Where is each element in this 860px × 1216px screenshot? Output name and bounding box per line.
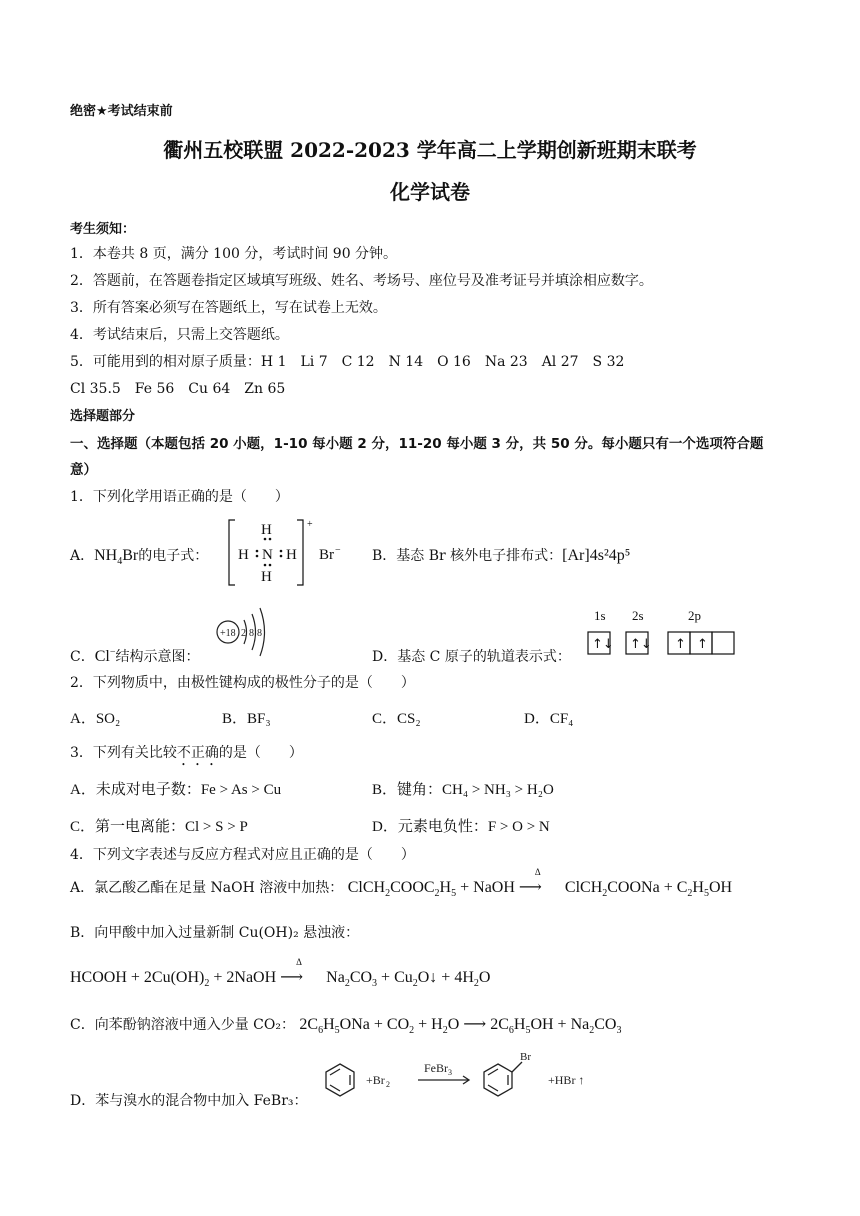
section-heading-cont: 意） bbox=[70, 462, 97, 478]
svg-text:2: 2 bbox=[241, 628, 246, 639]
svg-text:H: H bbox=[261, 569, 272, 585]
orbital-label-2s: 2s bbox=[632, 608, 644, 623]
svg-text:Br: Br bbox=[319, 547, 334, 563]
notice-heading: 考生须知： bbox=[70, 222, 136, 237]
nh4br-electron-formula bbox=[225, 515, 355, 590]
notice-item: 3．所有答案必须写在答题纸上，写在试卷上无效。 bbox=[70, 300, 387, 316]
q1-d-text: D．基态 C 原子的轨道表示式： bbox=[372, 649, 571, 665]
q1-a-label: 的电子式： bbox=[138, 548, 209, 564]
svg-text:3: 3 bbox=[448, 1068, 452, 1077]
q1-c-label: 结构示意图： bbox=[115, 649, 200, 665]
q3-option-a: A．未成对电子数：Fe > As > Cu bbox=[70, 782, 282, 798]
svg-text:+HBr ↑: +HBr ↑ bbox=[548, 1073, 585, 1087]
q3-option-b: B．键角：CH₄ > NH₃ > H₂O bbox=[372, 782, 554, 798]
svg-text:+Br: +Br bbox=[366, 1073, 385, 1087]
q1-option-d bbox=[372, 646, 571, 666]
svg-text:+: + bbox=[307, 519, 313, 530]
section-part: 选择题部分 bbox=[70, 409, 136, 424]
svg-text:2: 2 bbox=[386, 1080, 390, 1089]
q4-d-reaction-scheme bbox=[318, 1050, 608, 1110]
q1-stem: 1．下列化学用语正确的是（ ） bbox=[70, 489, 289, 505]
svg-text:↑↓: ↑↓ bbox=[592, 637, 614, 652]
subject-title: 化学试卷 bbox=[390, 180, 470, 204]
q4-stem: 4．下列文字表述与反应方程式对应且正确的是（ ） bbox=[70, 847, 415, 863]
nh4br-formula: $NH_4Br$ bbox=[94, 547, 139, 568]
svg-text:8: 8 bbox=[257, 628, 262, 639]
q4-option-b: B．向甲酸中加入过量新制 Cu(OH)₂ 悬浊液： bbox=[70, 925, 360, 941]
orbital-boxes bbox=[584, 626, 740, 658]
notice-item: 5．可能用到的相对原子质量：H 1 Li 7 C 12 N 14 O 16 Na 23 Al 27 S 32 bbox=[70, 354, 625, 370]
page-title: 衢州五校联盟 2022-2023 学年高二上学期创新班期末联考 bbox=[163, 138, 697, 162]
q4-c-equation: $2C_6H_5ONa + CO_2 + H_2O$ ⟶ $2C_6H_5OH + Na_2CO_3$ bbox=[299, 1016, 622, 1037]
q3-stem bbox=[70, 742, 303, 769]
orbital-label-2p: 2p bbox=[688, 608, 701, 623]
svg-text:H: H bbox=[238, 547, 249, 563]
q3-emphasis: 不正确 bbox=[176, 745, 219, 761]
q1-option-b bbox=[372, 545, 630, 565]
q4-b-equation: HCOOH + $2Cu(OH)_2$ + 2NaOH Δ ⟶ $Na_2CO_3$ + $Cu_2O↓ + 4H_2O$ bbox=[70, 957, 491, 990]
q4-option-d: D．苯与溴水的混合物中加入 FeBr₃： bbox=[70, 1093, 308, 1109]
notice-item: 1．本卷共 8 页，满分 100 分，考试时间 90 分钟。 bbox=[70, 246, 398, 262]
cl-ion-formula: Cl− bbox=[94, 646, 116, 665]
q2-option-a: A．SO₂ bbox=[70, 711, 121, 727]
br-configuration: [Ar]4s²4p⁵ bbox=[562, 547, 631, 564]
svg-text:FeBr: FeBr bbox=[424, 1061, 448, 1075]
notice-item: 4．考试结束后，只需上交答题纸。 bbox=[70, 327, 289, 343]
q1-a-prefix: A． bbox=[70, 548, 95, 564]
q4-option-c bbox=[70, 1014, 621, 1036]
q2-option-d: D．CF₄ bbox=[524, 711, 574, 727]
svg-text:↑: ↑ bbox=[697, 637, 708, 652]
q3-option-d: D．元素电负性：F > O > N bbox=[372, 819, 550, 835]
q1-c-prefix: C． bbox=[70, 649, 95, 665]
q3-stem-post: 的是（ ） bbox=[218, 745, 303, 761]
svg-text:↑↓: ↑↓ bbox=[630, 637, 652, 652]
q1-option-a bbox=[70, 545, 208, 567]
notice-item: Cl 35.5 Fe 56 Cu 64 Zn 65 bbox=[70, 381, 286, 397]
svg-text:−: − bbox=[335, 545, 341, 556]
svg-text:H: H bbox=[261, 522, 272, 538]
orbital-label-1s: 1s bbox=[594, 608, 606, 623]
q2-option-c: C．CS₂ bbox=[372, 711, 421, 727]
q4-a-text: A．氯乙酸乙酯在足量 NaOH 溶液中加热： bbox=[70, 880, 344, 896]
svg-text:Br: Br bbox=[520, 1051, 531, 1063]
svg-text:↑: ↑ bbox=[675, 637, 686, 652]
q2-option-b: B．BF₃ bbox=[222, 711, 271, 727]
cl-structure-diagram bbox=[212, 604, 272, 664]
q4-option-a bbox=[70, 867, 733, 900]
q3-stem-pre: 3．下列有关比较 bbox=[70, 745, 177, 761]
q4-c-text: C．向苯酚钠溶液中通入少量 CO₂： bbox=[70, 1017, 295, 1033]
q1-b-text: B．基态 Br 核外电子排布式： bbox=[372, 548, 563, 564]
q4-a-equation: $ClCH_2COOC_2H_5$ + NaOH Δ ⟶ ClCH$_2$COONa + $C_2H_5OH$ bbox=[347, 867, 733, 900]
notice-item: 2．答题前，在答题卷指定区域填写班级、姓名、考场号、座位号及准考证号并填涂相应数字。 bbox=[70, 273, 653, 289]
svg-text:8: 8 bbox=[249, 628, 254, 639]
svg-text:+18: +18 bbox=[220, 628, 236, 639]
q2-stem: 2．下列物质中，由极性键构成的极性分子的是（ ） bbox=[70, 675, 415, 691]
section-heading: 一、选择题（本题包括 20 小题，1-10 每小题 2 分，11-20 每小题 3 分，共 50 分。每小题只有一个选项符合题 bbox=[70, 436, 764, 452]
orbital-diagram bbox=[584, 606, 740, 660]
q1-option-c bbox=[70, 646, 199, 666]
svg-text:N: N bbox=[262, 547, 273, 563]
secret-label: 绝密★考试结束前 bbox=[70, 104, 173, 119]
svg-text:H: H bbox=[286, 547, 297, 563]
q3-option-c: C．第一电离能：Cl > S > P bbox=[70, 819, 248, 835]
